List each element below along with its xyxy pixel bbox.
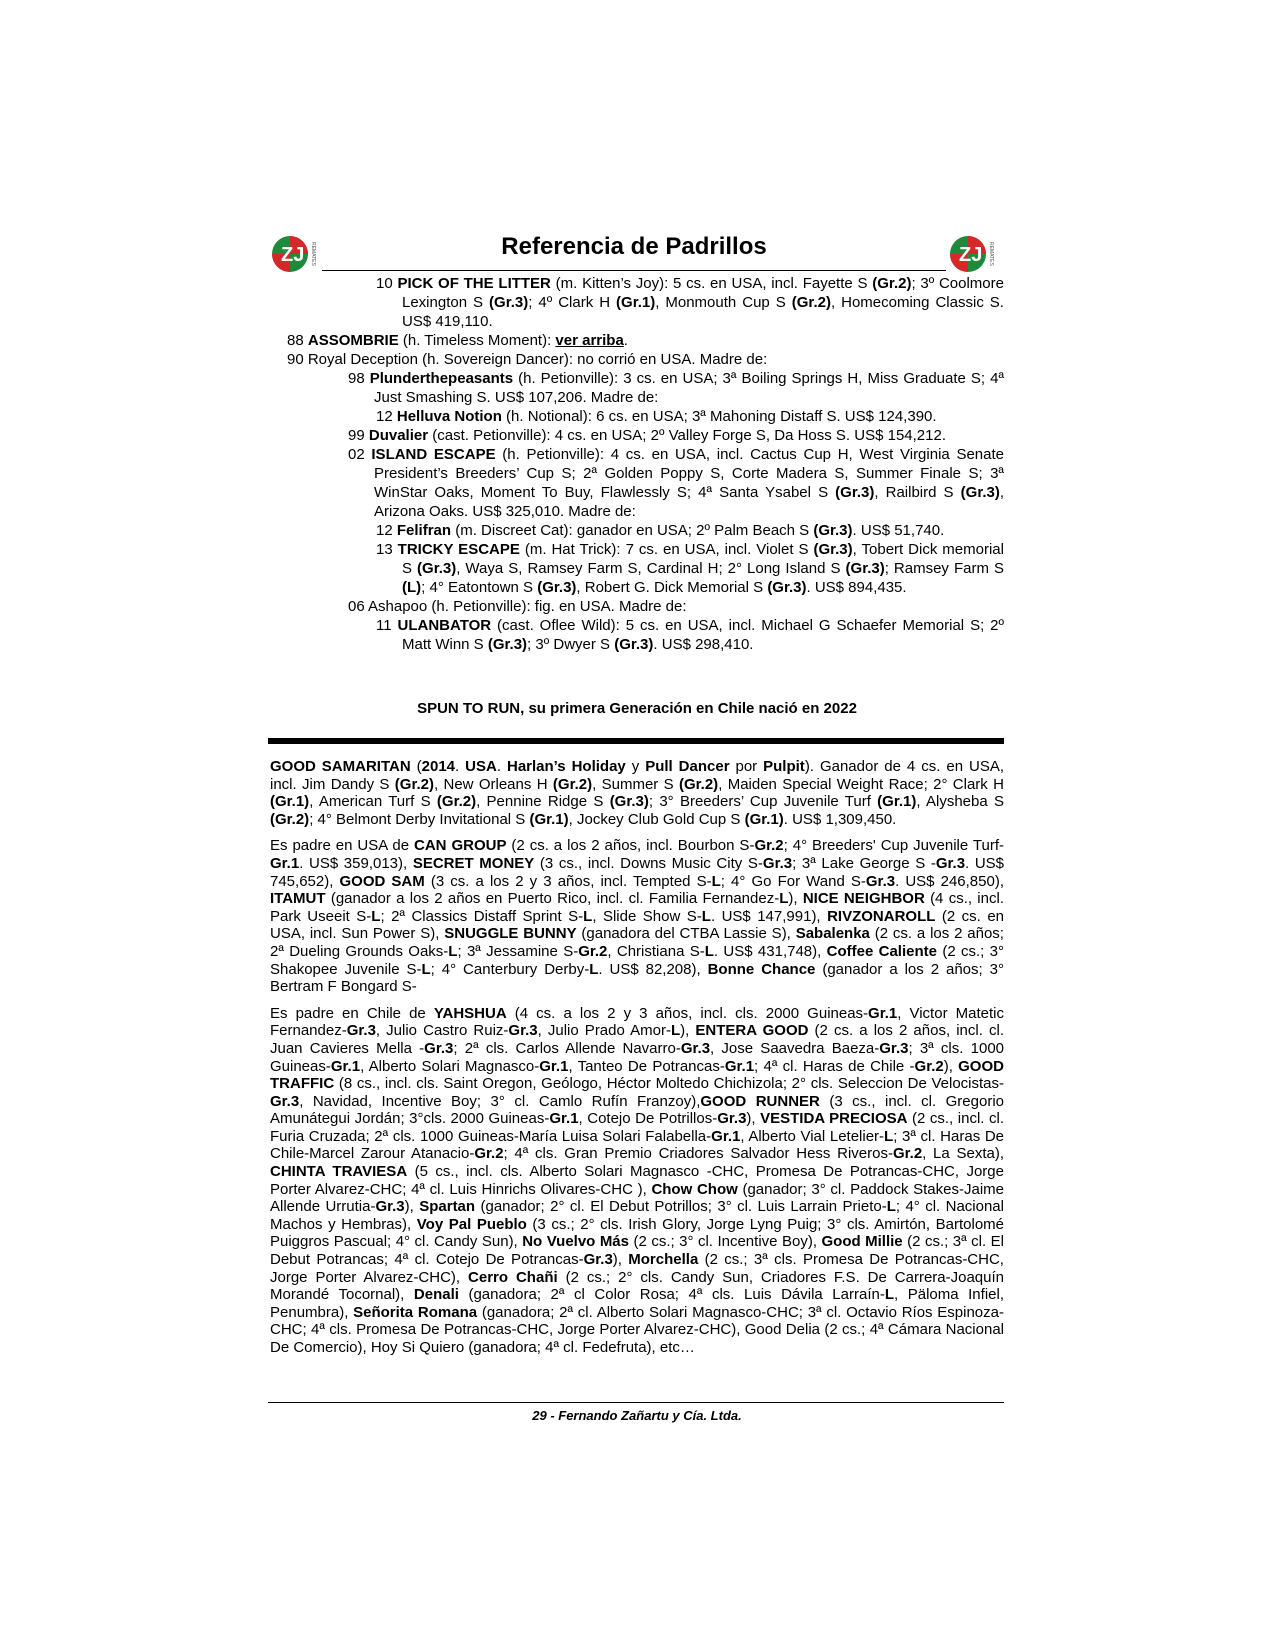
header-rule	[322, 270, 946, 271]
pedigree-entry-helluva-notion: 12 Helluva Notion (h. Notional): 6 cs. en USA; 3ª Mahoning Distaff S. US$ 124,390.	[376, 408, 937, 425]
page-footer: 29 - Fernando Zañartu y Cía. Ltda.	[532, 1408, 742, 1423]
pedigree-entry-felifran: 12 Felifran (m. Discreet Cat): ganador en USA; 2º Palm Beach S (Gr.3). US$ 51,740.	[376, 522, 945, 539]
footer-rule	[268, 1402, 1004, 1403]
good-samaritan-section	[270, 758, 1004, 1366]
pedigree-entry-royal-deception: 90 Royal Deception (h. Sovereign Dancer): no corrió en USA. Madre de:	[287, 351, 768, 368]
pedigree-entry-duvalier: 99 Duvalier (cast. Petionville): 4 cs. en USA; 2º Valley Forge S, Da Hoss S. US$ 154,212.	[348, 427, 946, 444]
svg-text:REMATES: REMATES	[988, 242, 994, 266]
ver-arriba-link[interactable]: ver arriba	[555, 332, 624, 349]
pedigree-entry-tricky-escape: 13 TRICKY ESCAPE (m. Hat Trick): 7 cs. en USA, incl. Violet S (Gr.3), Tobert Dick memorial S (Gr.3), Waya S, Ramsey Farm S, Cardinal H; 2° Long Island S (Gr.3); Ramsey Farm S (L); 4° Eatontown S (Gr.3), Robert G. Dick Memorial S (Gr.3). US$ 894,435.	[376, 541, 1004, 596]
svg-text:ZJ: ZJ	[281, 244, 305, 266]
pedigree-entry-island-escape: 02 ISLAND ESCAPE (h. Petionville): 4 cs. en USA, incl. Cactus Cup H, West Virginia Senate President’s Breeders’ Cup S; 2ª Golden Poppy S, Corte Madera S, Summer Finale S; 3ª WinStar Oaks, Moment To Buy, Flawlessly S; 4ª Santa Ysabel S (Gr.3), Railbird S (Gr.3), Arizona Oaks. US$ 325,010. Madre de:	[348, 446, 1005, 520]
zj-remates-logo-right	[948, 228, 1000, 278]
pedigree-list	[270, 274, 1004, 654]
pedigree-entry-pick-of-the-litter: 10 PICK OF THE LITTER (m. Kitten’s Joy): 5 cs. en USA, incl. Fayette S (Gr.2); 3º Coolmore Lexington S (Gr.3); 4º Clark H (Gr.1), Monmouth Cup S (Gr.2), Homecoming Classic S. US$ 419,110.	[376, 275, 1004, 330]
pedigree-entry-ulanbator: 11 ULANBATOR (cast. Oflee Wild): 5 cs. en USA, incl. Michael G Schaefer Memorial S; 2º Matt Winn S (Gr.3); 3º Dwyer S (Gr.3). US$ 298,410.	[376, 617, 1004, 653]
progeny-chile-paragraph: Es padre en Chile de YAHSHUA (4 cs. a los 2 y 3 años, incl. cls. 2000 Guineas-Gr.1, Victor Matetic Fernandez-Gr.3, Julio Castro Ruiz-Gr.3, Julio Prado Amor-L), ENTERA GOOD (2 cs. a los 2 años, incl. cl. Juan Cavieres Mella -Gr.3; 2ª cls. Carlos Allende Navarro-Gr.3, Jose Saavedra Baeza-Gr.3; 3ª cls. 1000 Guineas-Gr.1, Alberto Solari Magnasco-Gr.1, Tanteo De Potrancas-Gr.1; 4ª cl. Haras de Chile -Gr.2), GOOD TRAFFIC (8 cs., incl. cls. Saint Oregon, Geólogo, Héctor Moltedo Chichizola; 2° cls. Seleccion De Velocistas-Gr.3, Navidad, Incentive Boy; 3° cl. Camlo Rufín Franzoy),GOOD RUNNER (3 cs., incl. cl. Gregorio Amunátegui Jordán; 3°cls. 2000 Guineas-Gr.1, Cotejo De Potrillos-Gr.3), VESTIDA PRECIOSA (2 cs., incl. cl. Furia Cruzada; 2ª cls. 1000 Guineas-María Luisa Solari Falabella-Gr.1, Alberto Vial Letelier-L; 3ª cl. Haras De Chile-Marcel Zarour Atanacio-Gr.2; 4ª cls. Gran Premio Criadores Salvador Hess Riveros-Gr.2, La Sexta), CHINTA TRAVIESA (5 cs., incl. cls. Alberto Solari Magnasco -CHC, Promesa De Potrancas-CHC, Jorge Porter Alvarez-CHC; 4ª cl. Luis Hinrichs Olivares-CHC ), Chow Chow (ganador; 3° cl. Paddock Stakes-Jaime Allende Urrutia-Gr.3), Spartan (ganador; 2° cl. El Debut Potrillos; 3° cl. Luis Larrain Prieto-L; 4° cl. Nacional Machos y Hembras), Voy Pal Pueblo (3 cs.; 2° cls. Irish Glory, Jorge Lyng Puig; 3° cls. Amirtón, Bartolomé Puiggros Pascual; 4° cl. Candy Sun), No Vuelvo Más (2 cs.; 3° cl. Incentive Boy), Good Millie (2 cs.; 3ª cl. El Debut Potrancas; 4ª cl. Cotejo De Potrancas-Gr.3), Morchella (2 cs.; 3ª cls. Promesa De Potrancas-CHC, Jorge Porter Alvarez-CHC), Cerro Chañi (2 cs.; 2° cls. Candy Sun, Criadores F.S. De Carrera-Joaquín Morandé Tocornal), Denali (ganadora; 2ª cl Color Rosa; 4ª cls. Luis Dávila Larraín-L, Päloma Infiel, Penumbra), Señorita Romana (ganadora; 2ª cl. Alberto Solari Magnasco-CHC; 3ª cl. Octavio Ríos Espinoza-CHC; 4ª cls. Promesa De Potrancas-CHC, Jorge Porter Alvarez-CHC), Good Delia (2 cs.; 4ª Cámara Nacional De Comercio), Hoy Si Quiero (ganadora; 4ª cl. Fedefruta), etc…	[270, 1004, 1005, 1356]
section-divider	[268, 738, 1004, 744]
progeny-usa-paragraph: Es padre en USA de CAN GROUP (2 cs. a los 2 años, incl. Bourbon S-Gr.2; 4° Breeders' Cup Juvenile Turf-Gr.1. US$ 359,013), SECRET MONEY (3 cs., incl. Downs Music City S-Gr.3; 3ª Lake George S -Gr.3. US$ 745,652), GOOD SAM (3 cs. a los 2 y 3 años, incl. Tempted S-L; 4° Go For Wand S-Gr.3. US$ 246,850), ITAMUT (ganador a los 2 años en Puerto Rico, incl. cl. Familia Fernandez-L), NICE NEIGHBOR (4 cs., incl. Park Useeit S-L; 2ª Classics Distaff Sprint S-L, Slide Show S-L. US$ 147,991), RIVZONAROLL (2 cs. en USA, incl. Sun Power S), SNUGGLE BUNNY (ganadora del CTBA Lassie S), Sabalenka (2 cs. a los 2 años; 2ª Dueling Grounds Oaks-L; 3ª Jessamine S-Gr.2, Christiana S-L. US$ 431,748), Coffee Caliente (2 cs.; 3° Shakopee Juvenile S-L; 4° Canterbury Derby-L. US$ 82,208), Bonne Chance (ganador a los 2 años; 3° Bertram F Bongard S-	[270, 837, 1005, 996]
pedigree-entry-ashapoo: 06 Ashapoo (h. Petionville): fig. en USA. Madre de:	[348, 598, 687, 615]
good-samaritan-summary: GOOD SAMARITAN (2014. USA. Harlan’s Holiday y Pull Dancer por Pulpit). Ganador de 4 cs. en USA, incl. Jim Dandy S (Gr.2), New Orleans H (Gr.2), Summer S (Gr.2), Maiden Special Weight Race; 2° Clark H (Gr.1), American Turf S (Gr.2), Pennine Ridge S (Gr.3); 3° Breeders’ Cup Juvenile Turf (Gr.1), Alysheba S (Gr.2); 4° Belmont Derby Invitational S (Gr.1), Jockey Club Gold Cup S (Gr.1). US$ 1,309,450.	[270, 758, 1005, 828]
spun-to-run-note: SPUN TO RUN, su primera Generación en Chile nació en 2022	[417, 700, 857, 717]
svg-text:REMATES: REMATES	[310, 242, 316, 266]
svg-text:ZJ: ZJ	[959, 244, 983, 266]
pedigree-entry-assombrie: 88 ASSOMBRIE (h. Timeless Moment): ver arriba.	[287, 332, 628, 349]
page-title: Referencia de Padrillos	[501, 233, 767, 260]
pedigree-entry-plunderthepeasants: 98 Plunderthepeasants (h. Petionville): 3 cs. en USA; 3ª Boiling Springs H, Miss Graduate S; 4ª Just Smashing S. US$ 107,206. Madre de:	[348, 370, 1004, 406]
zj-remates-logo-left	[270, 228, 322, 278]
